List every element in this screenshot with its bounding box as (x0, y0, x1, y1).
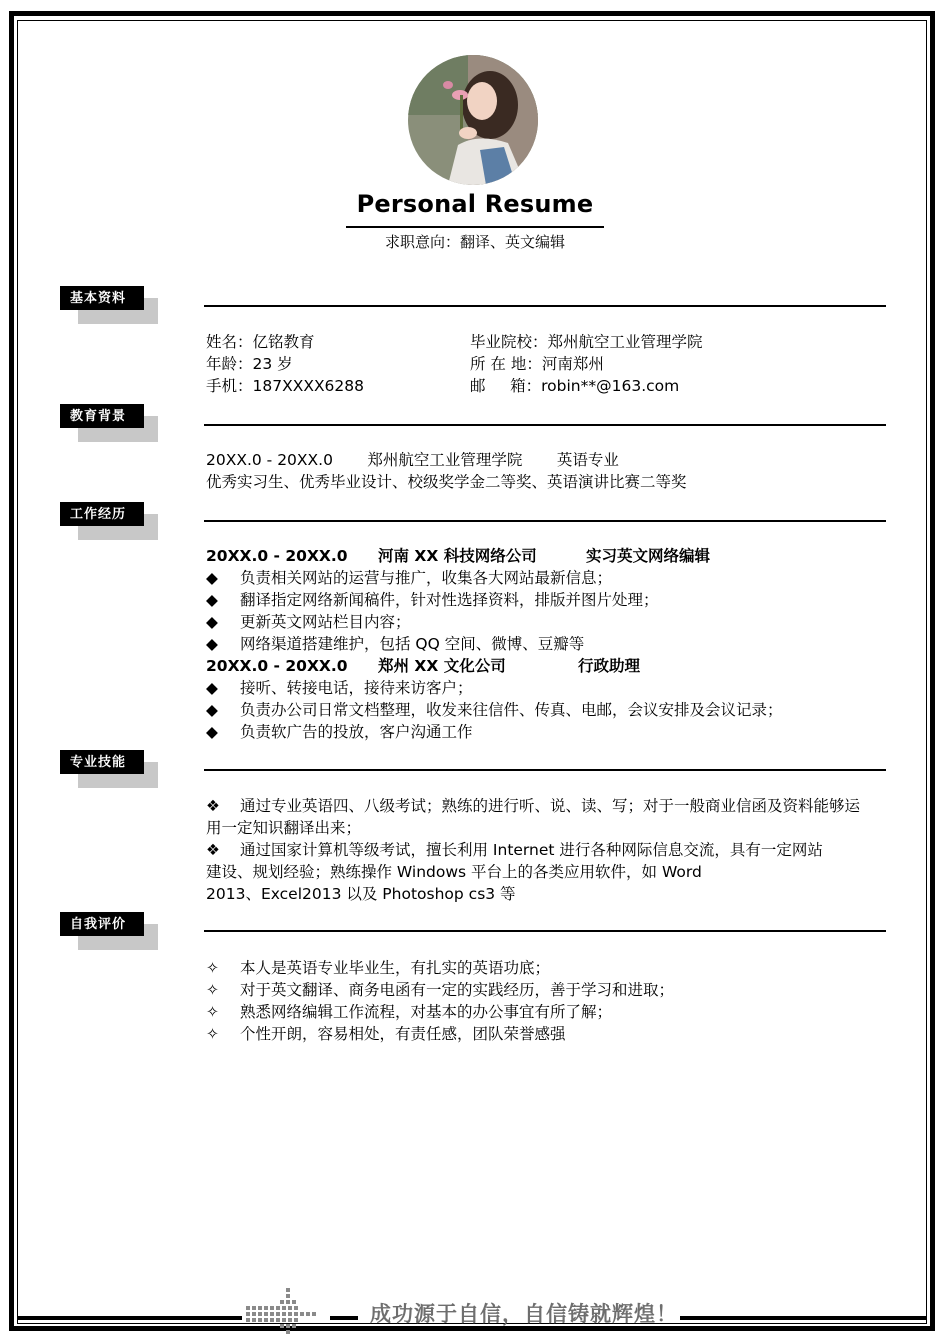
list-item: ◆ 网络渠道搭建维护，包括 QQ 空间、微博、豆瓣等 (206, 635, 585, 653)
section-divider-basic (204, 305, 886, 307)
diamond-bullet-icon: ◆ (206, 591, 218, 609)
avatar (408, 55, 538, 185)
list-item: ✧ 对于英文翻译、商务电函有一定的实践经历，善于学习和进取； (206, 981, 675, 999)
footer (0, 1286, 950, 1336)
list-item: ◆ 负责软广告的投放，客户沟通工作 (206, 723, 473, 741)
basic-location: 所 在 地：河南郑州 (470, 355, 604, 373)
title-underline (346, 226, 604, 228)
section-label-education: 教育背景 (60, 404, 144, 428)
basic-name: 姓名：亿铭教育 (206, 333, 315, 351)
list-item: ◆ 负责办公司日常文档整理，收发来往信件、传真、电邮，会议安排及会议记录； (206, 701, 783, 719)
section-divider-skills (204, 769, 886, 771)
basic-email: 邮 箱：robin**@163.com (470, 377, 680, 395)
star-bullet-icon: ✧ (206, 1025, 219, 1043)
list-item: ✧ 熟悉网络编辑工作流程，对基本的办公事宜有所了解； (206, 1003, 613, 1021)
diamond-bullet-icon: ◆ (206, 679, 218, 697)
list-item: ◆ 负责相关网站的运营与推广，收集各大网站最新信息； (206, 569, 613, 587)
footer-motto: 成功源于自信，自信铸就辉煌！ (370, 1302, 678, 1326)
education-line-1: 20XX.0 - 20XX.0 郑州航空工业管理学院 英语专业 (206, 451, 619, 469)
basic-phone: 手机：187XXXX6288 (206, 377, 365, 395)
section-label-skills: 专业技能 (60, 750, 144, 774)
section-tag-skills (60, 750, 160, 790)
section-divider-work (204, 520, 886, 522)
footer-bar-middle (330, 1316, 358, 1320)
resume-title: Personal Resume (356, 190, 594, 218)
section-tag-work (60, 502, 160, 542)
section-divider-education (204, 424, 886, 426)
education-line-2: 优秀实习生、优秀毕业设计、校级奖学金二等奖、英语演讲比赛二等奖 (206, 473, 687, 491)
list-item: ✧ 本人是英语专业毕业生，有扎实的英语功底； (206, 959, 551, 977)
skills-line: 建设、规划经验；熟练操作 Windows 平台上的各类应用软件，如 Word (206, 863, 702, 881)
section-label-basic: 基本资料 (60, 286, 144, 310)
star-bullet-icon: ✧ (206, 959, 219, 977)
footer-bar-right (680, 1316, 927, 1320)
diamond-bullet-icon: ◆ (206, 701, 218, 719)
star-bullet-icon: ✧ (206, 1003, 219, 1021)
star-bullet-icon: ✧ (206, 981, 219, 999)
section-divider-self (204, 930, 886, 932)
diamond-bullet-icon: ◆ (206, 635, 218, 653)
job2-position: 行政助理 (578, 657, 641, 675)
job1-position: 实习英文网络编辑 (586, 547, 711, 565)
skills-line: 用一定知识翻译出来； (206, 819, 362, 837)
diamond-bullet-icon: ◆ (206, 569, 218, 587)
footer-bar-left (17, 1316, 242, 1320)
basic-age: 年龄：23 岁 (206, 355, 293, 373)
pixel-pattern-icon (244, 1286, 324, 1336)
list-item: ◆ 接听、转接电话，接待来访客户； (206, 679, 473, 697)
skills-line: ❖ 通过国家计算机等级考试，擅长利用 Internet 进行各种网际信息交流，具有一定网站 (206, 841, 823, 859)
skills-line: 2013、Excel2013 以及 Photoshop cs3 等 (206, 885, 516, 903)
job2-company: 郑州 XX 文化公司 (378, 657, 506, 675)
section-tag-self (60, 912, 160, 952)
job-objective: 求职意向：翻译、英文编辑 (384, 233, 565, 251)
section-tag-education (60, 404, 160, 444)
job1-company: 河南 XX 科技网络公司 (378, 547, 537, 565)
skills-line: ❖ 通过专业英语四、八级考试；熟练的进行听、说、读、写；对于一般商业信函及资料能够运 (206, 797, 861, 815)
section-tag-basic (60, 286, 160, 326)
job2-period: 20XX.0 - 20XX.0 (206, 657, 348, 675)
section-label-work: 工作经历 (60, 502, 144, 526)
basic-school: 毕业院校：郑州航空工业管理学院 (470, 333, 703, 351)
list-item: ✧ 个性开朗，容易相处，有责任感，团队荣誉感强 (206, 1025, 566, 1043)
skill-bullet-icon: ❖ (206, 797, 220, 815)
list-item: ◆ 更新英文网站栏目内容； (206, 613, 411, 631)
diamond-bullet-icon: ◆ (206, 723, 218, 741)
job1-period: 20XX.0 - 20XX.0 (206, 547, 348, 565)
section-label-self: 自我评价 (60, 912, 144, 936)
diamond-bullet-icon: ◆ (206, 613, 218, 631)
list-item: ◆ 翻译指定网络新闻稿件，针对性选择资料，排版并图片处理； (206, 591, 659, 609)
skill-bullet-icon: ❖ (206, 841, 220, 859)
